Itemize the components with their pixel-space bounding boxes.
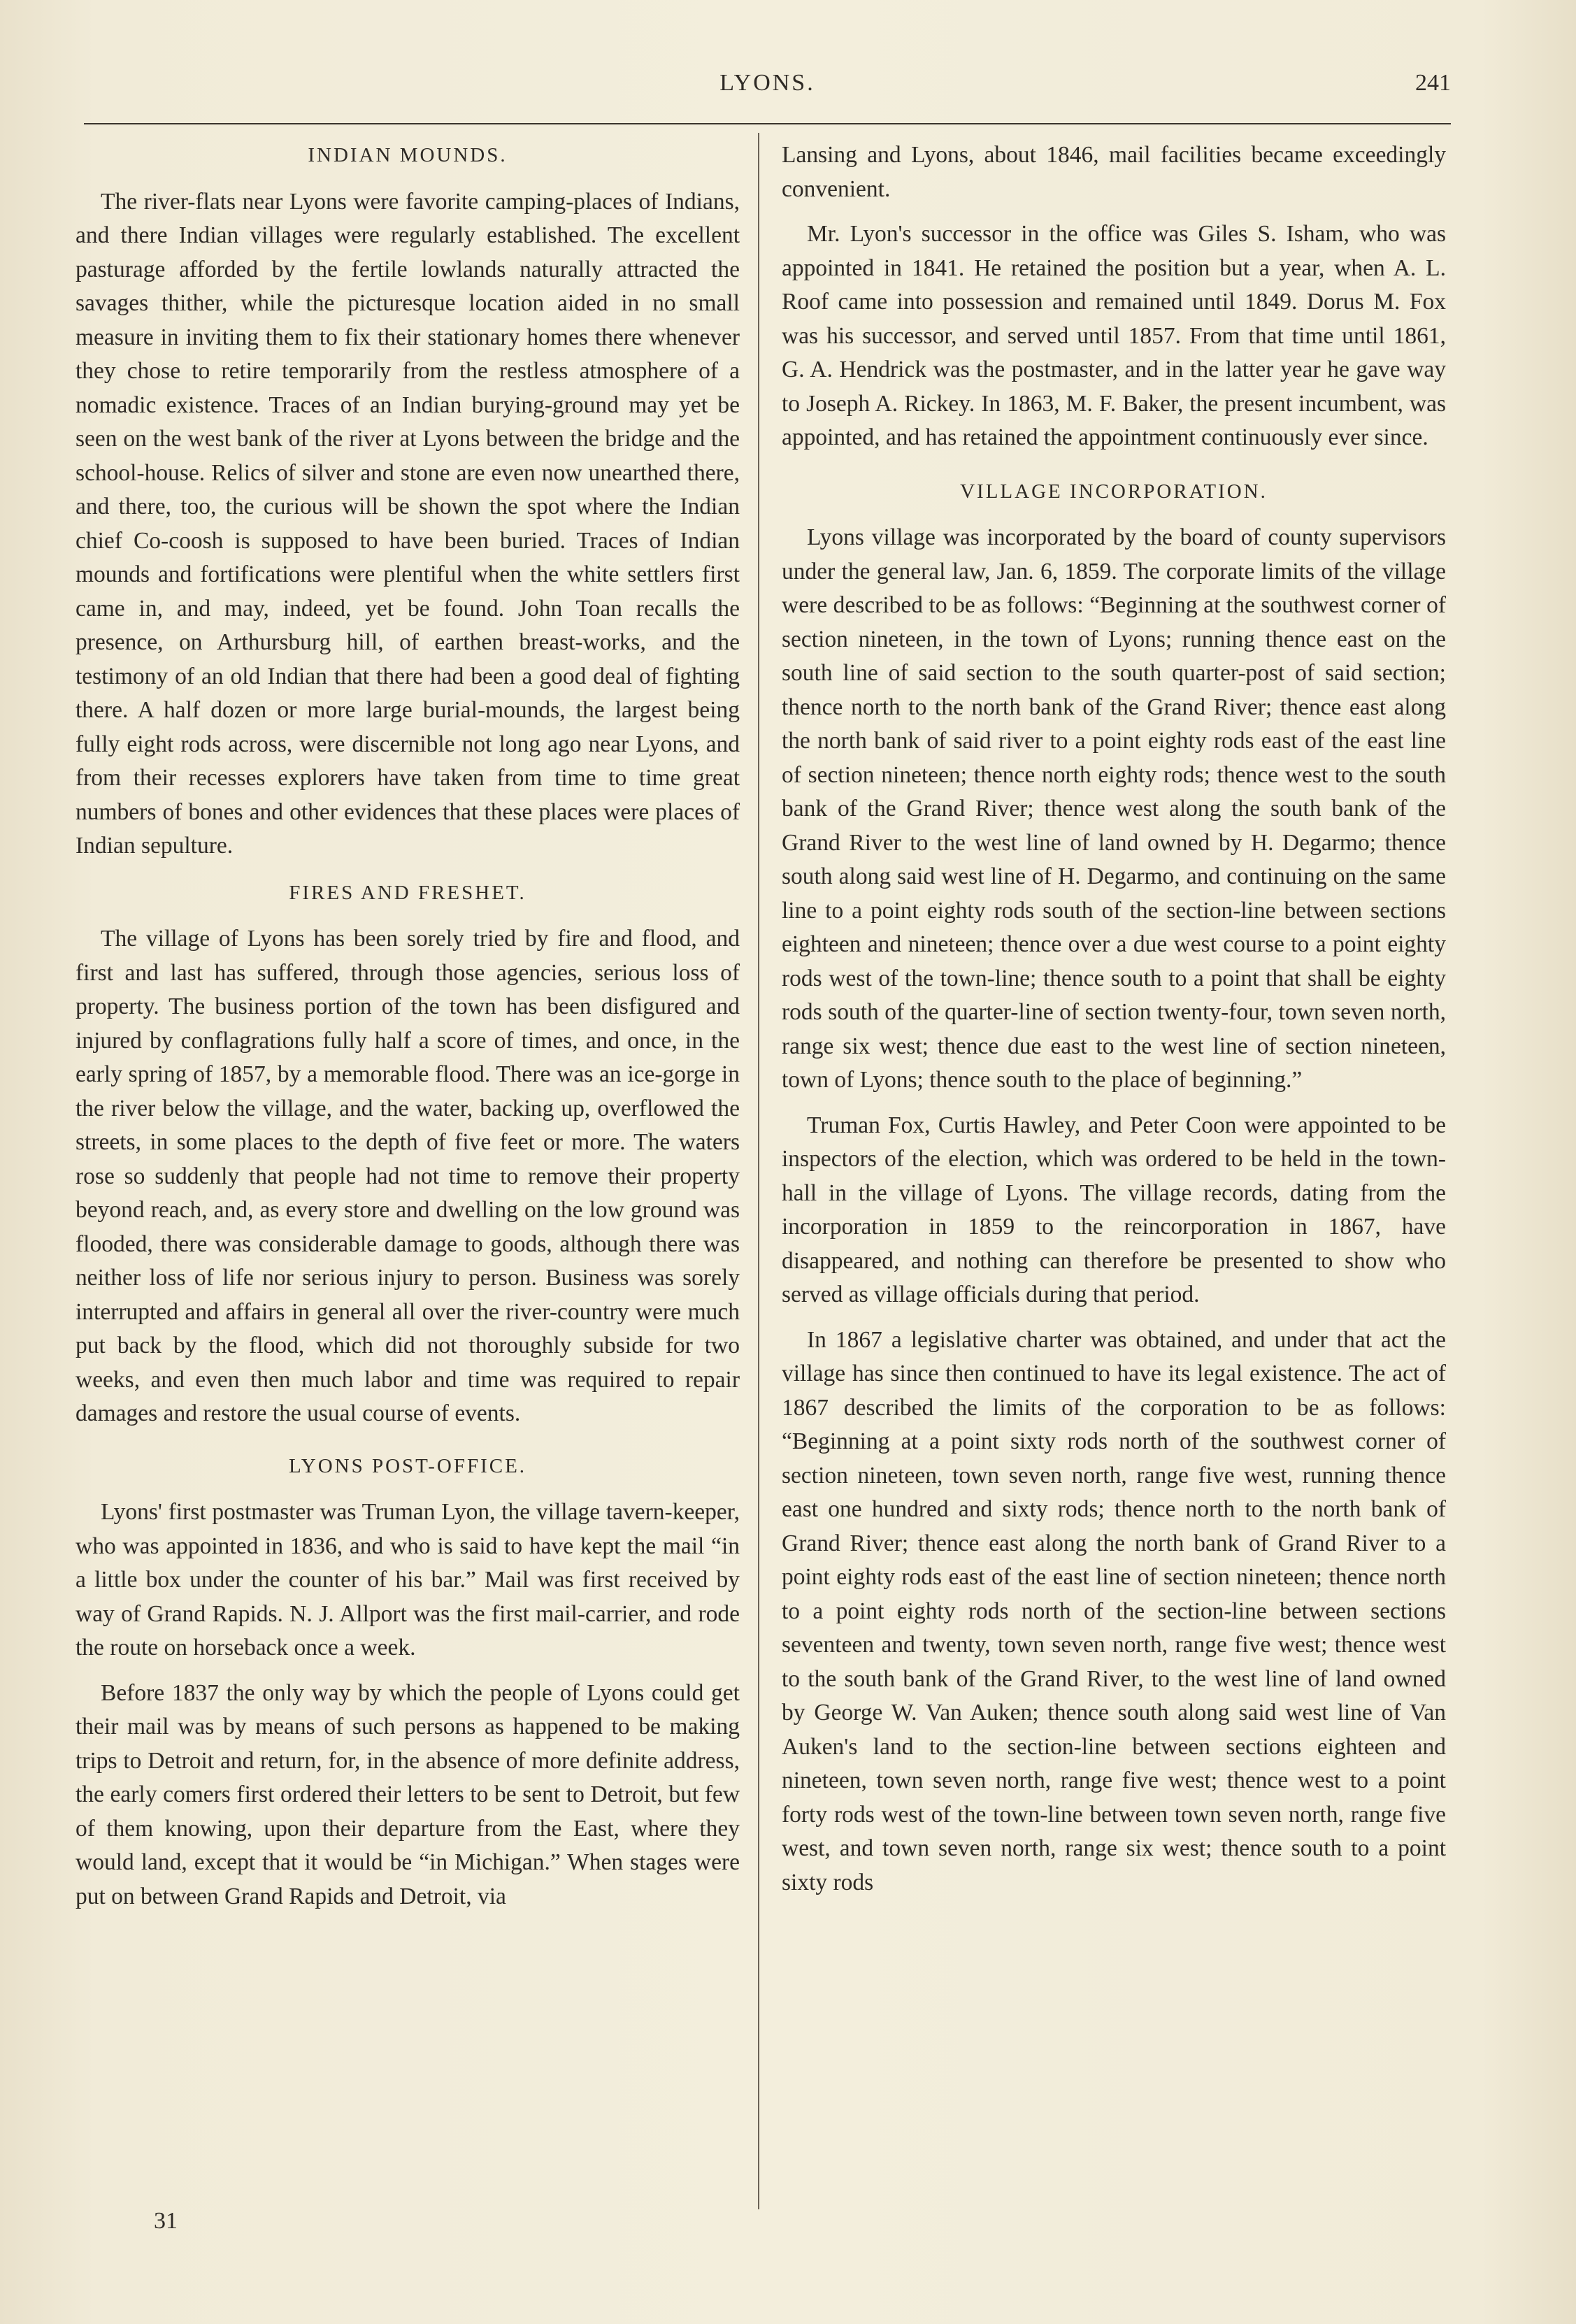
column-divider — [758, 133, 759, 2209]
paragraph: Lyons village was incorporated by the board of county supervisors under the general law, Jan. 6, 1859. The corporate limits of the village were described to be as follows: “Beginning at the southwest corner of section nineteen, in the town of Lyons; running thence east on the south line of said section to the south quarter-post of said section; thence north to the north bank of the Grand River; thence east along the north bank of said river to a point eighty rods east of the east line of section nineteen; thence north eighty rods; thence west to the south bank of the Grand River; thence west along the south bank of the Grand River to the west line of land owned by H. Degarmo; thence south along said west line of H. Degarmo, and continuing on the same line to a point eighty rods south of the section-line between sections eighteen and nineteen; thence over a due west course to a point eighty rods west of the town-line; thence south to a point that shall be eighty rods south of the quarter-line of section twenty-four, town seven north, range six west; thence due east to the west line of section nineteen, town of Lyons; thence south to the place of beginning.” — [782, 524, 1446, 1093]
right-column — [782, 138, 1446, 1911]
paragraph: In 1867 a legislative charter was obtained, and under that act the village has since then continued to have its legal existence. The act of 1867 described the limits of the corporation to be as follows: “Beginning at a point sixty rods north of the southwest corner of section nineteen, town seven north, range five west, running thence east one hundred and sixty rods; thence north to the north bank of Grand River; thence east along the north bank of Grand River to a point eighty rods east of the east line of section nineteen; thence north to a point eighty rods north of the section-line between sections seventeen and twenty, town seven north, range five west; thence west to the south bank of the Grand River, to the west line of land owned by George W. Van Auken; thence south along said west line of Van Auken's land to the section-line between sections eighteen and nineteen, town seven north, range five west; thence west to a point forty rods west of the town-line between town seven north, range five west, and town seven north, range six west; thence south to a point sixty rods — [782, 1326, 1446, 1895]
paragraph: Mr. Lyon's successor in the office was Giles S. Isham, who was appointed in 1841. He retained the position but a year, when A. L. Roof came into possession and remained until 1849. Dorus M. Fox was his successor, and served until 1857. From that time until 1861, G. A. Hendrick was the postmaster, and in the latter year he gave way to Joseph A. Rickey. In 1863, M. F. Baker, the present incumbent, was appointed, and has retained the appointment continuously ever since. — [782, 221, 1446, 450]
paragraph: Lyons' first postmaster was Truman Lyon, the village tavern-keeper, who was appointed in 1836, and who is said to have kept the mail “in a little box under the counter of his bar.” Mail was first received by way of Grand Rapids. N. J. Allport was the first mail-carrier, and rode the route on horseback once a week. — [76, 1499, 740, 1660]
paragraph: Before 1837 the only way by which the people of Lyons could get their mail was by means of such persons as happened to be making trips to Detroit and return, for, in the absence of more definite address, the early comers first ordered their letters to be sent to Detroit, but few of them knowing, upon their departure from the East, where they would land, except that it would be “in Michigan.” When stages were put on between Grand Rapids and Detroit, via — [76, 1679, 740, 1909]
section-heading-village-incorporation: VILLAGE INCORPORATION. — [960, 480, 1268, 503]
running-head — [84, 64, 1451, 113]
left-column — [76, 138, 740, 1925]
section-heading-indian-mounds: INDIAN MOUNDS. — [308, 144, 508, 166]
paragraph: The village of Lyons has been sorely tried by fire and flood, and first and last has suffered, through those agencies, serious loss of property. The business portion of the town has been disfigured and injured by conflagrations fully half a score of times, and once, in the early spring of 1857, by a memorable flood. There was an ice-gorge in the river below the village, and the water, backing up, overflowed the streets, in some places to the depth of five feet or more. The waters rose so suddenly that people had not time to remove their property beyond reach, and, as every store and dwelling on the low ground was flooded, there was considerable damage to goods, although there was neither loss of life nor serious injury to person. Business was sorely interrupted and affairs in general all over the river-country were much put back by the flood, which did not thoroughly subside for two weeks, and even then much labor and time was required to repair damages and restore the usual course of events. — [76, 926, 740, 1426]
running-title: LYONS. — [719, 70, 815, 96]
section-heading-fires-and-freshet: FIRES AND FRESHET. — [289, 881, 526, 904]
signature-mark: 31 — [154, 2208, 178, 2234]
paragraph: Truman Fox, Curtis Hawley, and Peter Coon were appointed to be inspectors of the election, which was ordered to be held in the town-hall in the village of Lyons. The village records, dating from the incorporation in 1859 to the reincorporation in 1867, have disappeared, and nothing can therefore be presented to show who served as village officials during that period. — [782, 1112, 1446, 1307]
page-number: 241 — [1415, 70, 1451, 96]
paragraph: The river-flats near Lyons were favorite camping-places of Indians, and there Indian villages were regularly established. The excellent pasturage afforded by the fertile lowlands naturally attracted the savages thither, while the picturesque location aided in no small measure in inviting them to fix their stationary homes there whenever they chose to retire temporarily from the restless atmosphere of a nomadic existence. Traces of an Indian burying-ground may yet be seen on the west bank of the river at Lyons between the bridge and the school-house. Relics of silver and stone are even now unearthed there, and there, too, the curious will be shown the spot where the Indian chief Co-coosh is supposed to have been buried. Traces of Indian mounds and fortifications were plentiful when the white settlers first came in, and may, indeed, yet be found. John Toan recalls the presence, on Arthursburg hill, of earthen breast-works, and the testimony of an old Indian that there had been a good deal of fighting there. A half dozen or more large burial-mounds, the largest being fully eight rods across, were discernible not long ago near Lyons, and from their recesses explorers have taken from time to time great numbers of bones and other evidences that these places were places of Indian sepulture. — [76, 188, 740, 859]
header-rule — [84, 123, 1451, 124]
paragraph-continuation: Lansing and Lyons, about 1846, mail facilities became exceedingly convenient. — [782, 142, 1446, 202]
section-heading-post-office: LYONS POST-OFFICE. — [288, 1454, 527, 1477]
